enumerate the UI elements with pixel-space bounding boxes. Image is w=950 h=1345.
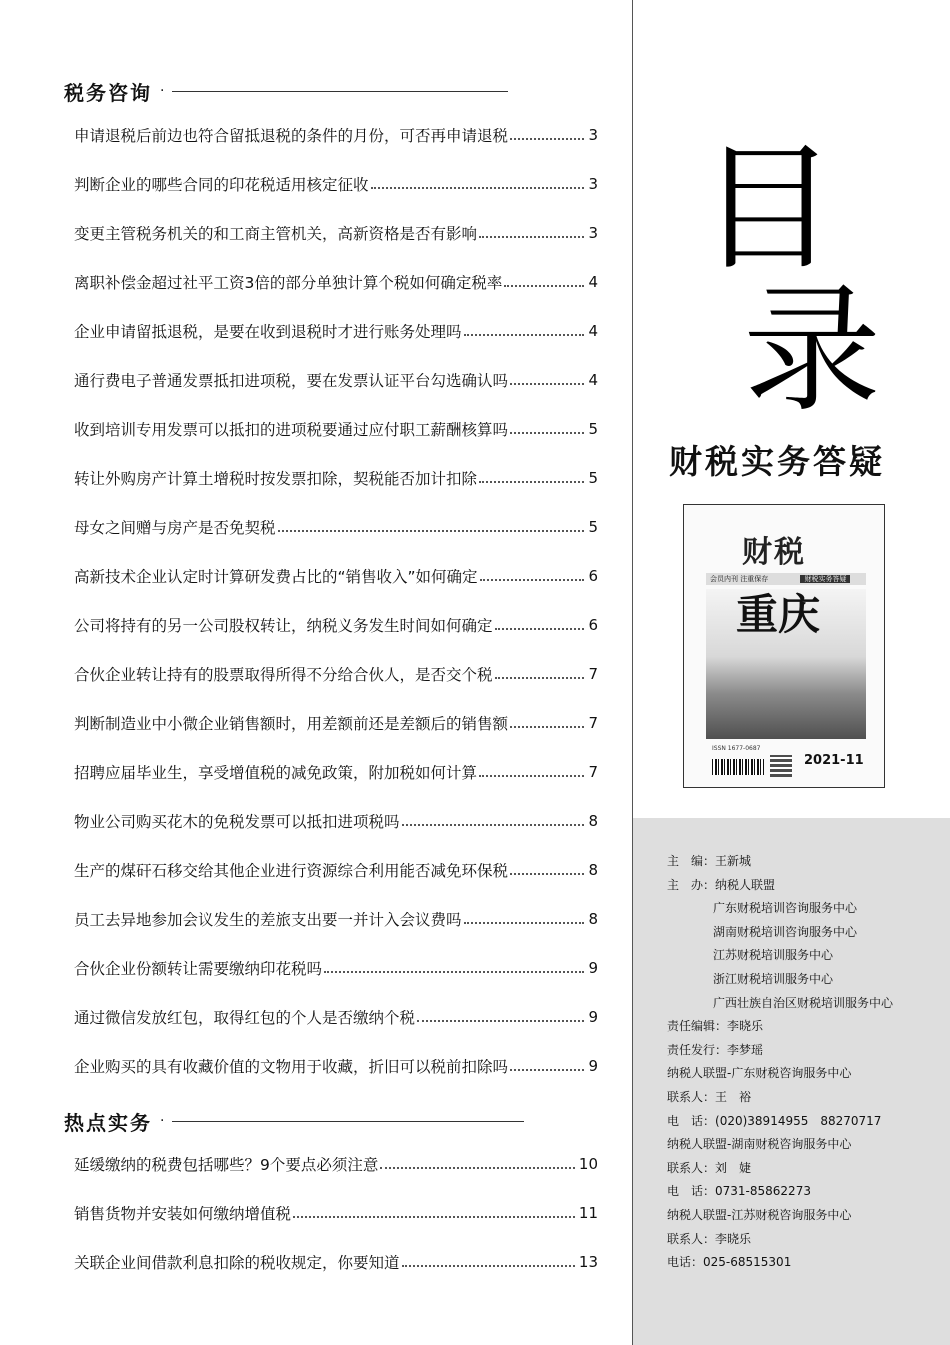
colophon-row — [667, 1133, 893, 1157]
colophon-row — [667, 850, 893, 874]
colophon-row — [667, 1228, 893, 1252]
toc-entry-title: 企业购买的具有收藏价值的文物用于收藏，折旧可以税前扣除吗 — [74, 1057, 509, 1076]
colophon-value: 湖南财税培训咨询服务中心 — [713, 924, 858, 939]
toc-entry-title: 离职补偿金超过社平工资3倍的部分单独计算个税如何确定税率 — [74, 273, 503, 292]
colophon-row — [667, 1157, 893, 1181]
toc-entry[interactable] — [74, 1188, 598, 1237]
colophon-row — [667, 1086, 893, 1110]
toc-entry-title: 企业申请留抵退税，是要在收到退税时才进行账务处理吗 — [74, 322, 462, 341]
toc-entry[interactable] — [74, 943, 598, 992]
toc-entry-title: 判断制造业中小微企业销售额时，用差额前还是差额后的销售额 — [74, 714, 509, 733]
toc-list-hot-practice — [74, 1139, 598, 1286]
toc-entry-page: 3 — [588, 223, 598, 242]
toc-entry-page: 11 — [578, 1203, 598, 1222]
toc-dot-leader — [504, 285, 584, 287]
toc-dot-leader — [293, 1216, 575, 1218]
toc-entry[interactable] — [74, 110, 598, 159]
colophon-row — [667, 1204, 893, 1228]
colophon-list — [667, 850, 893, 1275]
toc-entry-page: 6 — [588, 615, 598, 634]
toc-entry-title: 物业公司购买花木的免税发票可以抵扣进项税吗 — [74, 812, 400, 831]
toc-entry-page: 13 — [578, 1252, 598, 1271]
colophon-row — [667, 897, 893, 921]
toc-entry-title: 生产的煤矸石移交给其他企业进行资源综合利用能否减免环保税 — [74, 861, 509, 880]
cover-issue-number: 2021-11 — [804, 753, 864, 768]
colophon-value: 纳税人联盟 — [715, 877, 776, 892]
toc-dot-leader — [510, 432, 584, 434]
toc-entry-page: 7 — [588, 762, 598, 781]
colophon-value: 李晓乐 — [727, 1019, 764, 1034]
toc-entry[interactable] — [74, 502, 598, 551]
colophon-value: 纳税人联盟-湖南财税咨询服务中心 — [667, 1137, 852, 1152]
toc-dot-leader — [510, 383, 584, 385]
toc-dot-leader — [464, 922, 585, 924]
colophon-label: 电话： — [667, 1255, 704, 1270]
barcode-icon — [712, 759, 764, 775]
toc-entry[interactable] — [74, 404, 598, 453]
colophon-value: 王新城 — [715, 854, 752, 868]
toc-entry[interactable] — [74, 1237, 598, 1286]
colophon-value: 浙江财税培训服务中心 — [713, 971, 834, 986]
toc-entry[interactable] — [74, 551, 598, 600]
toc-entry-title: 通行费电子普通发票抵扣进项税，要在发票认证平台勾选确认吗 — [74, 371, 509, 390]
colophon-row — [667, 921, 893, 945]
colophon-row — [667, 1039, 893, 1063]
toc-entry[interactable] — [74, 698, 598, 747]
toc-dot-leader — [495, 628, 585, 630]
column-name: 财税实务答疑 — [669, 442, 885, 481]
colophon-label: 电 话： — [667, 1113, 716, 1128]
toc-entry-page: 4 — [588, 272, 598, 291]
toc-entry[interactable] — [74, 894, 598, 943]
qr-code-icon — [770, 755, 792, 777]
cover-issn: ISSN 1677-0687 — [712, 745, 761, 752]
toc-entry-title: 收到培训专用发票可以抵扣的进项税要通过应付职工薪酬核算吗 — [74, 420, 509, 439]
section-title: 热点实务 — [64, 1110, 152, 1135]
toc-dot-leader — [417, 1020, 584, 1022]
toc-entry-page: 7 — [588, 664, 598, 683]
masthead-char-mu: 目 — [699, 128, 838, 289]
colophon-value: 广西壮族自治区财税培训服务中心 — [713, 995, 894, 1010]
toc-entry-page: 5 — [588, 517, 598, 536]
toc-entry[interactable] — [74, 600, 598, 649]
colophon-row — [667, 1015, 893, 1039]
toc-entry-page: 8 — [588, 860, 598, 879]
toc-entry-title: 招聘应届毕业生，享受增值税的减免政策，附加税如何计算 — [74, 763, 478, 782]
toc-entry[interactable] — [74, 1041, 598, 1090]
section-header-hot-practice — [64, 1106, 524, 1136]
section-dot: · — [160, 83, 165, 99]
section-rule — [172, 91, 508, 92]
toc-entry-page: 4 — [588, 321, 598, 340]
toc-dot-leader — [324, 971, 584, 973]
toc-entry-page: 8 — [588, 909, 598, 928]
colophon-row — [667, 874, 893, 898]
toc-dot-leader — [464, 334, 585, 336]
section-title: 税务咨询 — [64, 80, 152, 105]
toc-entry-title: 销售货物并安装如何缴纳增值税 — [74, 1204, 292, 1223]
toc-entry[interactable] — [74, 453, 598, 502]
cover-thumbnail — [683, 504, 885, 788]
colophon-value: 王 裕 — [715, 1089, 752, 1104]
toc-entry[interactable] — [74, 796, 598, 845]
colophon-label: 主 办： — [667, 877, 716, 892]
section-dot: · — [160, 1113, 165, 1129]
colophon-label: 联系人： — [667, 1089, 716, 1104]
colophon-row — [667, 1110, 893, 1134]
masthead-char-lu: 录 — [743, 270, 882, 431]
toc-entry-page: 5 — [588, 468, 598, 487]
colophon-value: 广东财税培训咨询服务中心 — [713, 901, 858, 916]
colophon-row — [667, 944, 893, 968]
toc-entry[interactable] — [74, 306, 598, 355]
toc-dot-leader — [402, 824, 585, 826]
colophon-label: 联系人： — [667, 1231, 716, 1246]
colophon-value: 0731-85862273 — [715, 1184, 811, 1199]
toc-entry-page: 7 — [588, 713, 598, 732]
toc-entry[interactable] — [74, 649, 598, 698]
toc-entry[interactable] — [74, 208, 598, 257]
toc-dot-leader — [479, 236, 584, 238]
toc-entry-page: 9 — [588, 1056, 598, 1075]
toc-entry-title: 合伙企业份额转让需要缴纳印花税吗 — [74, 959, 323, 978]
toc-dot-leader — [402, 1265, 575, 1267]
toc-entry-page: 9 — [588, 1007, 598, 1026]
colophon-value: (020)38914955 88270717 — [715, 1113, 882, 1128]
toc-entry-title: 通过微信发放红包，取得红包的个人是否缴纳个税 — [74, 1008, 416, 1027]
toc-entry[interactable] — [74, 992, 598, 1041]
toc-dot-leader — [480, 579, 585, 581]
section-rule — [172, 1121, 524, 1122]
right-column — [632, 0, 950, 1345]
toc-entry-title: 高新技术企业认定时计算研发费占比的“销售收入”如何确定 — [74, 567, 478, 586]
toc-entry-page: 9 — [588, 958, 598, 977]
toc-entry-title: 延缓缴纳的税费包括哪些？9个要点必须注意 — [74, 1155, 379, 1174]
toc-entry-page: 10 — [578, 1154, 598, 1173]
toc-entry[interactable] — [74, 1139, 598, 1188]
toc-entry-page: 8 — [588, 811, 598, 830]
colophon-label: 责任发行： — [667, 1042, 728, 1057]
toc-dot-leader — [380, 1167, 575, 1169]
toc-entry-page: 3 — [588, 174, 598, 193]
colophon-value: 025-68515301 — [703, 1255, 792, 1270]
colophon-row — [667, 992, 893, 1016]
toc-entry-title: 母女之间赠与房产是否免契税 — [74, 518, 276, 537]
toc-entry-title: 合伙企业转让持有的股票取得所得不分给合伙人，是否交个税 — [74, 665, 493, 684]
toc-entry-page: 5 — [588, 419, 598, 438]
toc-entry-page: 6 — [588, 566, 598, 585]
toc-entry[interactable] — [74, 159, 598, 208]
colophon-row — [667, 968, 893, 992]
colophon-label: 责任编辑： — [667, 1019, 728, 1034]
toc-dot-leader — [510, 1069, 584, 1071]
cover-strip — [706, 573, 866, 585]
toc-dot-leader — [510, 138, 584, 140]
toc-entry[interactable] — [74, 845, 598, 894]
colophon-row — [667, 1180, 893, 1204]
cover-magazine-title: 财税 — [742, 535, 806, 570]
toc-dot-leader — [495, 677, 585, 679]
colophon-label: 联系人： — [667, 1160, 716, 1175]
toc-dot-leader — [479, 481, 584, 483]
toc-entry[interactable] — [74, 355, 598, 404]
toc-entry-title: 申请退税后前边也符合留抵退税的条件的月份，可否再申请退税 — [74, 126, 509, 145]
toc-dot-leader — [278, 530, 585, 532]
cover-city-title: 重庆 — [736, 590, 821, 639]
toc-dot-leader — [510, 726, 584, 728]
toc-entry-title: 公司将持有的另一公司股权转让，纳税义务发生时间如何确定 — [74, 616, 493, 635]
toc-entry[interactable] — [74, 747, 598, 796]
colophon-panel — [633, 818, 950, 1345]
colophon-row — [667, 1251, 893, 1275]
toc-entry-title: 员工去异地参加会议发生的差旅支出要一并计入会议费吗 — [74, 910, 462, 929]
masthead-panel — [633, 0, 950, 818]
colophon-value: 纳税人联盟-江苏财税咨询服务中心 — [667, 1207, 852, 1222]
colophon-value: 江苏财税培训服务中心 — [713, 948, 834, 963]
colophon-value: 纳税人联盟-广东财税咨询服务中心 — [667, 1066, 852, 1081]
toc-entry-title: 转让外购房产计算土增税时按发票扣除，契税能否加计扣除 — [74, 469, 478, 488]
toc-entry-page: 3 — [588, 125, 598, 144]
colophon-value: 李晓乐 — [715, 1231, 752, 1246]
section-header-tax-consulting — [64, 76, 508, 106]
colophon-row — [667, 1062, 893, 1086]
toc-dot-leader — [371, 187, 585, 189]
colophon-value: 李梦瑶 — [727, 1042, 764, 1057]
toc-dot-leader — [510, 873, 584, 875]
colophon-label: 电 话： — [667, 1184, 716, 1199]
cover-strip-left: 会员内刊 注重保存 — [710, 575, 769, 583]
toc-entry[interactable] — [74, 257, 598, 306]
colophon-value: 刘 婕 — [715, 1160, 752, 1175]
toc-entry-title: 变更主管税务机关的和工商主管机关，高新资格是否有影响 — [74, 224, 478, 243]
toc-entry-title: 判断企业的哪些合同的印花税适用核定征收 — [74, 175, 369, 194]
colophon-label: 主 编： — [667, 854, 716, 868]
toc-entry-page: 4 — [588, 370, 598, 389]
toc-entry-title: 关联企业间借款利息扣除的税收规定，你要知道 — [74, 1253, 400, 1272]
cover-strip-right: 财税实务答疑 — [800, 575, 850, 583]
toc-list-tax-consulting — [74, 110, 598, 1090]
toc-dot-leader — [479, 775, 584, 777]
